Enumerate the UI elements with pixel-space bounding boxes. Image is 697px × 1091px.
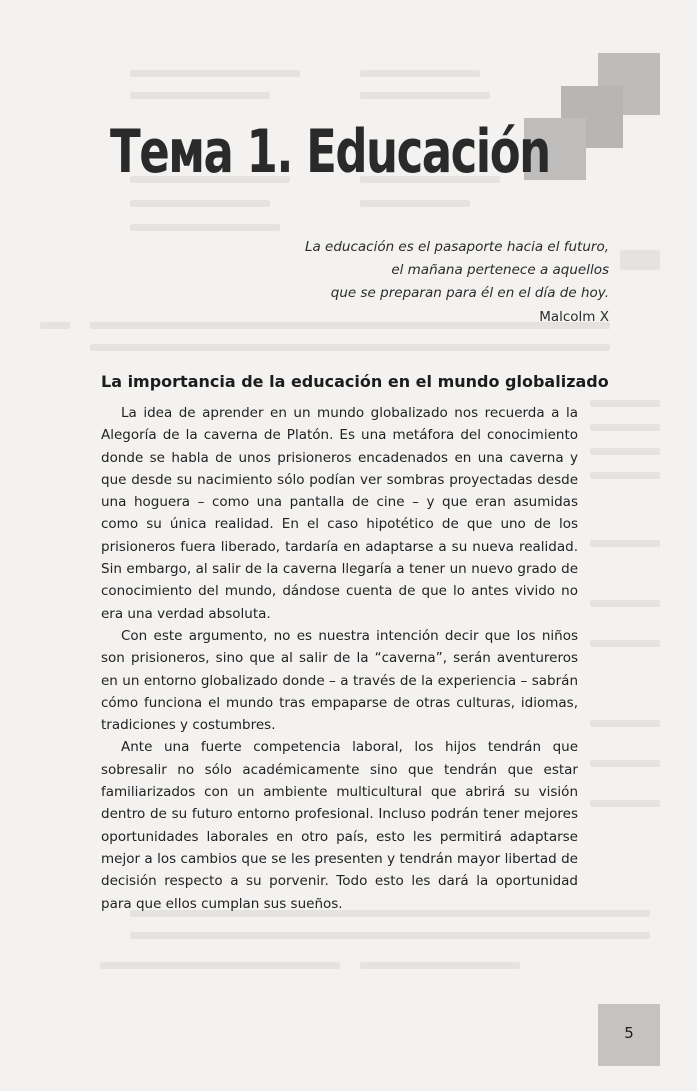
chapter-title: Тема 1. Educación (110, 117, 550, 187)
epigraph-author: Malcolm X (539, 309, 609, 325)
epigraph-line: La educación es el pasaporte hacia el futuro, (304, 239, 609, 255)
epigraph-line: que se preparan para él en el día de hoy. (330, 285, 609, 301)
page-number-box (598, 1004, 660, 1066)
paragraph: Con este argumento, no es nuestra intención decir que los niños son prisioneros, sino que al salir de la “caverna”, serán aventureros en un entorno globalizado donde – a través de la experiencia – sabrán cómo funciona el mundo tras empaparse de otras culturas, idiomas, tradiciones y costumbres. (101, 627, 578, 734)
section-title: La importancia de la educación en el mundo globalizado (101, 372, 609, 391)
body-text (101, 402, 578, 915)
page-number: 5 (624, 1024, 634, 1042)
epigraph-line: el mañana pertenece a aquellos (391, 262, 609, 278)
paragraph: Ante una fuerte competencia laboral, los hijos tendrán que sobresalir no sólo académicamente sino que tendrán que estar familiarizados con un ambiente multicultural que abrirá su visión dentro de su futuro entorno profesional. Incluso podrán tener mejores oportunidades laborales en otro país, esto les permitirá adaptarse mejor a los cambios que se les presenten y tendrán mayor libertad de decisión respecto a su porvenir. Todo esto les dará la oportunidad para que ellos cumplan sus sueños. (101, 739, 578, 912)
epigraph-quote (305, 236, 609, 329)
paragraph: La idea de aprender en un mundo globalizado nos recuerda a la Alegoría de la caverna de Platón. Es una metáfora del conocimiento donde se habla de unos prisioneros encadenados en una caverna y que desde su nacimiento sólo podían ver sombras proyectadas desde una hoguera – como una pantalla de cine – y que eran asumidas como su única realidad. En el caso hipotético de que uno de los prisioneros fuera liberado, tardaría en adaptarse a su nueva realidad. Sin embargo, al salir de la caverna llegaría a tener un nuevo grado de conocimiento del mundo, dándose cuenta de que lo antes vivido no era una verdad absoluta. (101, 405, 578, 622)
